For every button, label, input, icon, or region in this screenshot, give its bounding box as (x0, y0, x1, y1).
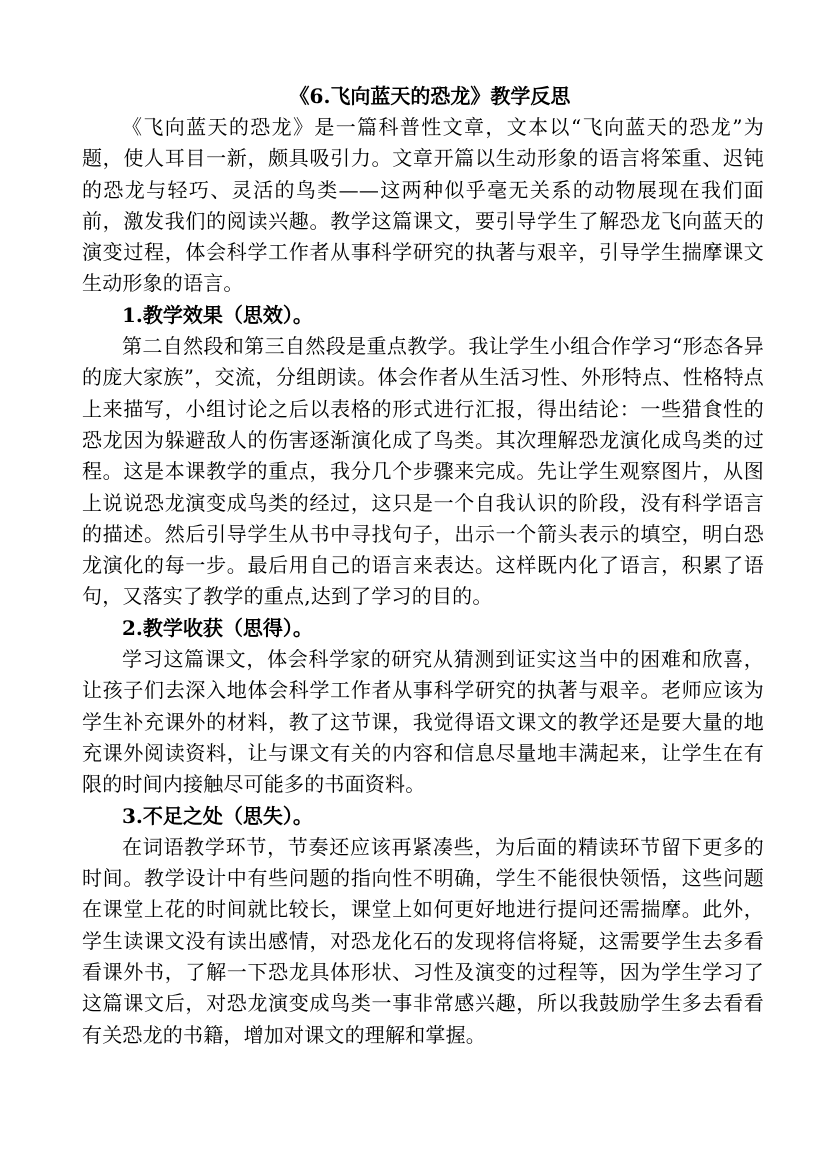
section-shortcomings (82, 801, 764, 1051)
section-body: 第二自然段和第三自然段是重点教学。我让学生小组合作学习“形态各异的庞大家族”，交流，分组朗读。体会作者从生活习性、外形特点、性格特点上来描写，小组讨论之后以表格的形式进行汇报，得出结论：一些猎食性的恐龙因为躲避敌人的伤害逐渐演化成了鸟类。其次理解恐龙演化成鸟类的过程。这是本课教学的重点，我分几个步骤来完成。先让学生观察图片，从图上说说恐龙演变成鸟类的经过，这只是一个自我认识的阶段，没有科学语言的描述。然后引导学生从书中寻找句子，出示一个箭头表示的填空，明白恐龙演化的每一步。最后用自己的语言来表达。这样既内化了语言，积累了语句，又落实了教学的重点,达到了学习的目的。 (82, 334, 764, 609)
section-heading: 2.教学收获（思得）。 (122, 615, 313, 640)
section-body: 在词语教学环节，节奏还应该再紧凑些，为后面的精读环节留下更多的时间。教学设计中有些问题的指向性不明确，学生不能很快领悟，这些问题在课堂上花的时间就比较长，课堂上如何更好地进行提问还需揣摩。此外，学生读课文没有读出感情，对恐龙化石的发现将信将疑，这需要学生去多看看课外书，了解一下恐龙具体形状、习性及演变的过程等，因为学生学习了这篇课文后，对恐龙演变成鸟类一事非常感兴趣，所以我鼓励学生多去看看有关恐龙的书籍，增加对课文的理解和掌握。 (82, 834, 764, 1047)
section-heading: 1.教学效果（思效）。 (122, 302, 313, 327)
intro-paragraph: 《飞向蓝天的恐龙》是一篇科普性文章，文本以“飞向蓝天的恐龙”为题，使人耳目一新，颇具吸引力。文章开篇以生动形象的语言将笨重、迟钝的恐龙与轻巧、灵活的鸟类——这两种似乎毫无关系的动物展现在我们面前，激发我们的阅读兴趣。教学这篇课文，要引导学生了解恐龙飞向蓝天的演变过程，体会科学工作者从事科学研究的执著与艰辛，引导学生揣摩课文生动形象的语言。 (82, 115, 764, 296)
document-title: 《6.飞向蓝天的恐龙》教学反思 (289, 84, 571, 108)
document-page (82, 80, 764, 1051)
section-teaching-gain (82, 613, 764, 801)
section-heading: 3.不足之处（思失）。 (122, 803, 313, 828)
section-teaching-effect (82, 300, 764, 613)
section-body: 学习这篇课文，体会科学家的研究从猜测到证实这当中的困难和欣喜，让孩子们去深入地体会科学工作者从事科学研究的执著与艰辛。老师应该为学生补充课外的材料，教了这节课，我觉得语文课文的教学还是要大量的地充课外阅读资料，让与课文有关的内容和信息尽量地丰满起来，让学生在有限的时间内接触尽可能多的书面资料。 (82, 647, 764, 797)
